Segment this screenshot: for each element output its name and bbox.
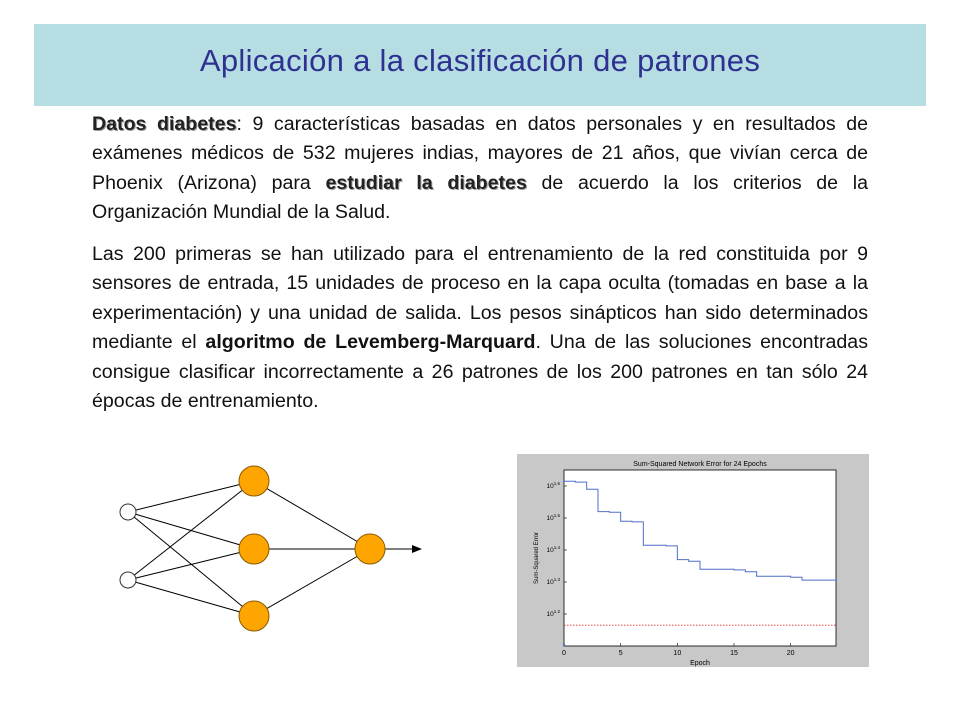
x-tick-label: 5 <box>618 650 623 657</box>
paragraph-diabetes-data <box>92 110 868 228</box>
connection-line <box>128 481 254 512</box>
emphasis-estudiar-diabetes: estudiar la diabetes <box>325 171 527 194</box>
chart-title: Sum-Squared Network Error for 24 Epochs <box>633 461 767 468</box>
paragraph-training <box>92 240 868 416</box>
output-neuron <box>355 534 385 564</box>
input-node <box>120 572 136 588</box>
connection-line <box>128 549 254 580</box>
error-plot-panel <box>517 454 869 667</box>
x-tick-label: 0 <box>562 650 566 657</box>
x-axis-label: Epoch <box>690 660 710 667</box>
title-bar <box>34 24 926 106</box>
y-axis-label: Sum-Squared Error <box>534 531 540 585</box>
connection-line <box>128 481 254 580</box>
input-node <box>120 504 136 520</box>
x-tick-label: 15 <box>730 650 738 657</box>
label-colon: : <box>236 113 242 135</box>
connection-line <box>254 549 370 616</box>
hidden-neuron <box>239 601 269 631</box>
x-tick-label: 20 <box>786 650 795 657</box>
paragraph2-text-start: Las 200 primeras se han utilizado para el entrenamiento de la red constituida por 9 sensores de entrada, 15 unidades de proceso en la capa oculta (tomadas en base a la experimentación) y una unidad de salida. Los pesos sinápticos han sido determinados mediante el <box>92 243 868 354</box>
connection-line <box>128 580 254 616</box>
slide-title: Aplicación a la clasificación de patrones <box>199 43 761 78</box>
y-tick-label: $10^{1.2}$ <box>546 609 560 618</box>
error-series-endpoint <box>835 579 837 581</box>
connection-line <box>254 481 370 549</box>
hidden-neuron <box>239 534 269 564</box>
origin-marker <box>563 644 565 646</box>
paragraph1-text-end: de acuerdo la los criterios de la Organización Mundial de la Salud. <box>92 171 868 224</box>
error-series-startpoint <box>563 480 565 482</box>
hidden-neuron <box>239 466 269 496</box>
y-tick-label: $10^{1.3}$ <box>546 577 560 586</box>
paragraph1-text-start: 9 características basadas en datos personales y en resultados de exámenes médicos de 532 mujeres indias, mayores de 21 años, que vivían cerca de Phoenix (Arizona) para <box>92 113 868 194</box>
y-tick-label: $10^{1.5}$ <box>546 513 560 522</box>
x-tick-label: 10 <box>673 650 682 657</box>
label-datos-diabetes: Datos diabetes <box>92 113 237 135</box>
error-plot <box>517 454 869 667</box>
y-tick-label: $10^{1.4}$ <box>546 545 560 554</box>
output-arrow-icon <box>412 545 422 553</box>
emphasis-algorithm: algoritmo de Levemberg-Marquard <box>205 331 536 354</box>
plot-area <box>564 470 836 646</box>
y-tick-label: $10^{1.6}$ <box>546 481 560 490</box>
paragraph2-text-end: . Una de las soluciones encontradas consigue clasificar incorrectamente a 26 patrones de los 200 patrones en tan sólo 24 épocas de entrenamiento. <box>92 331 869 413</box>
neural-network-diagram <box>104 454 434 636</box>
